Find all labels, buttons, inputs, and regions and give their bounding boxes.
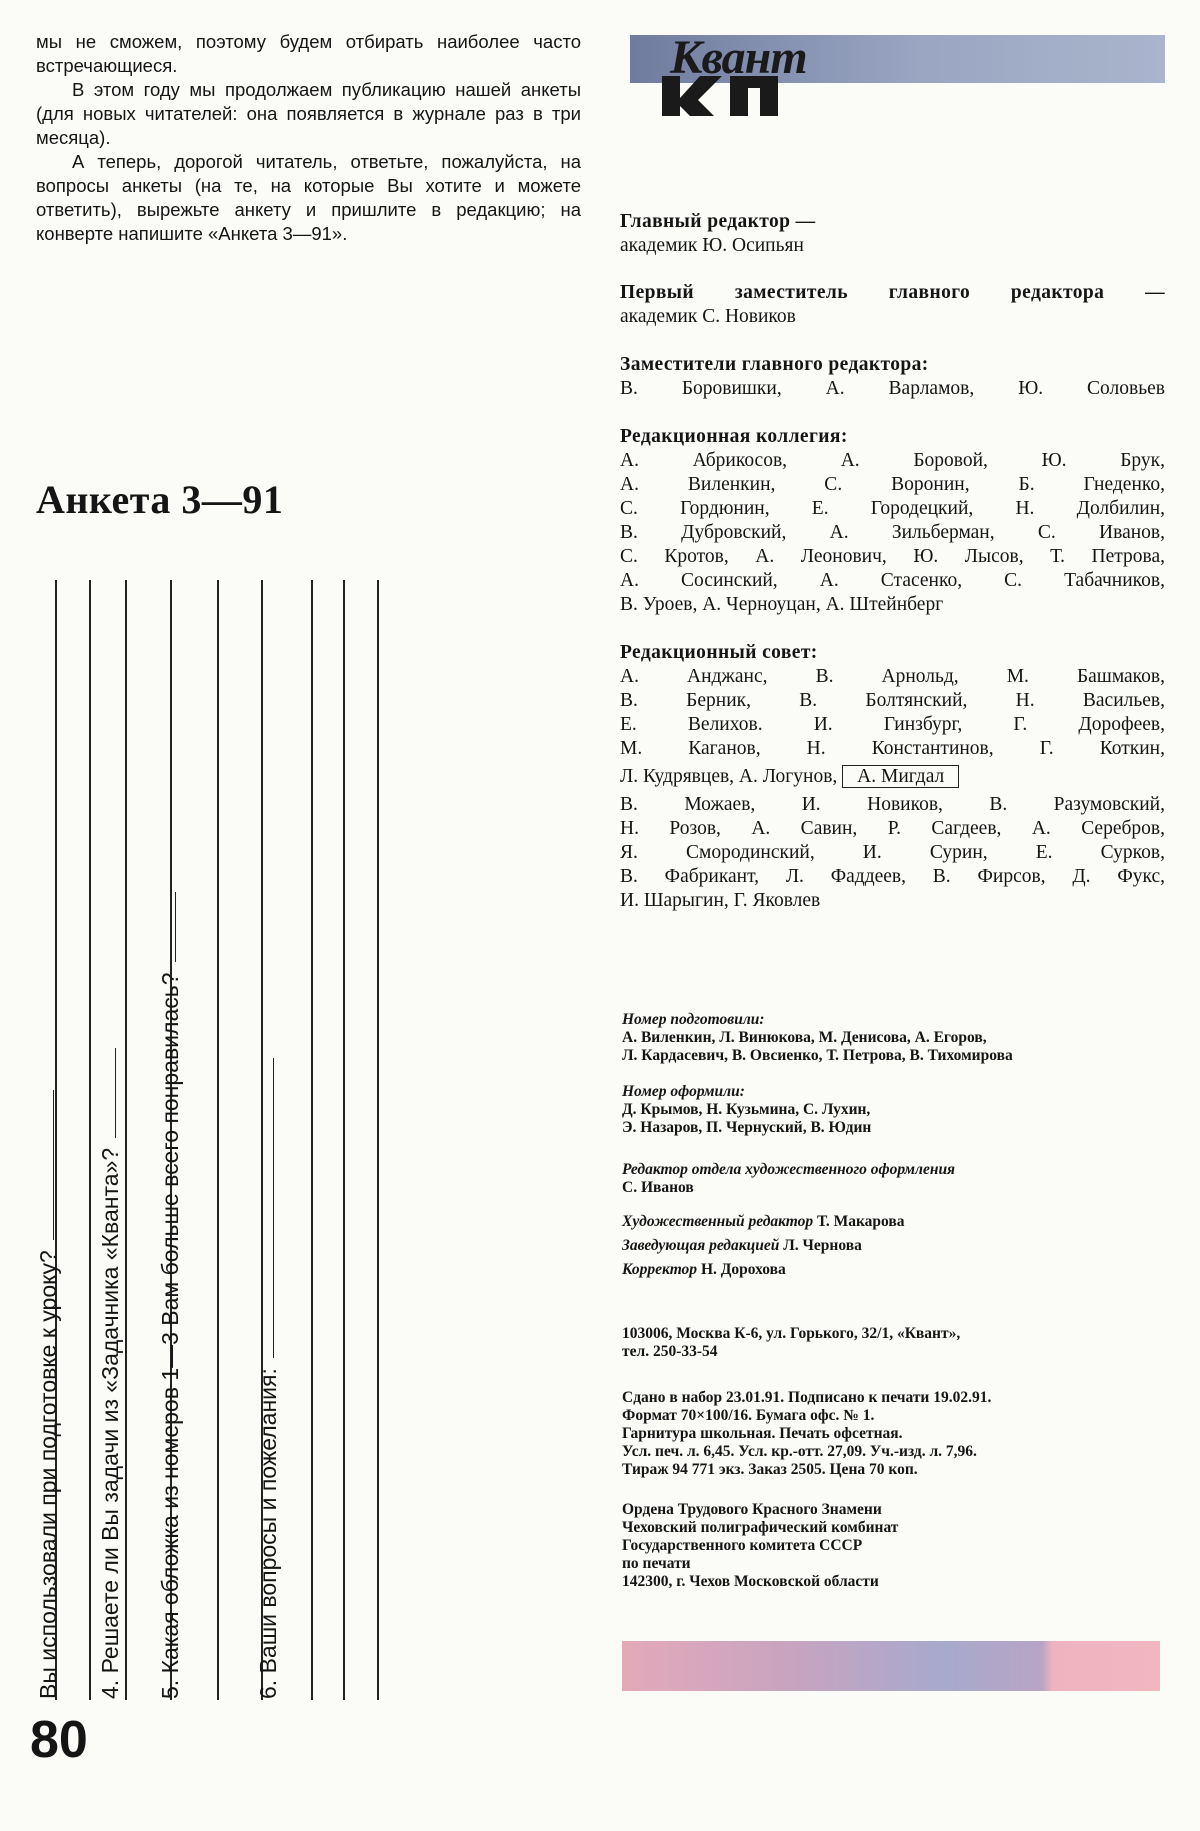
prepared-label: Номер подготовили: xyxy=(622,1011,765,1028)
deputies-title: Заместители главного редактора: xyxy=(620,354,929,375)
print-info-line: Гарнитура школьная. Печать офсетная. xyxy=(622,1425,903,1442)
art-dept-label: Редактор отдела художественного оформления xyxy=(622,1161,956,1178)
question-text: 6. Ваши вопросы и пожелания: xyxy=(255,1368,281,1699)
editorial-council-line: Н. Розов, А. Савин, Р. Сагдеев, А. Серебров, xyxy=(620,818,1165,839)
print-info-line: Формат 70×100/16. Бумага офс. № 1. xyxy=(622,1407,875,1424)
art-dept-name: С. Иванов xyxy=(622,1179,694,1196)
editorial-board-line: В. Уроев, А. Черноуцан, А. Штейнберг xyxy=(620,594,944,615)
editorial-council-line: Я. Смородинский, И. Сурин, Е. Сурков, xyxy=(620,842,1165,863)
answer-blank[interactable] xyxy=(115,1048,116,1138)
editorial-council-line: И. Шарыгин, Г. Яковлев xyxy=(620,890,821,911)
printer-info xyxy=(622,1501,1167,1591)
chief-editor xyxy=(620,210,1165,258)
page-number: 80 xyxy=(30,1711,88,1769)
editorial-council-line: В. Фабрикант, Л. Фаддеев, В. Фирсов, Д. Фукс, xyxy=(620,866,1165,887)
editorial-board-line: А. Виленкин, С. Воронин, Б. Гнеденко, xyxy=(620,474,1165,495)
printer-line: по печати xyxy=(622,1555,691,1572)
question-4 xyxy=(96,1048,124,1699)
decorative-color-band xyxy=(622,1641,1160,1691)
question-5 xyxy=(156,892,184,1699)
answer-blank[interactable] xyxy=(273,1058,274,1358)
answer-line[interactable] xyxy=(343,580,345,1700)
printer-line: Государственного комитета СССР xyxy=(622,1537,863,1554)
editorial-council-line: В. Можаев, И. Новиков, В. Разумовский, xyxy=(620,794,1165,815)
art-dept-editor xyxy=(622,1161,1167,1197)
editorial-council-title: Редакционный совет: xyxy=(620,642,818,663)
deputies xyxy=(620,353,1165,401)
answer-line[interactable] xyxy=(89,580,91,1700)
designed-line: Э. Назаров, П. Чернуский, В. Юдин xyxy=(622,1119,872,1136)
answer-blank[interactable] xyxy=(53,1090,54,1240)
print-info-line: Тираж 94 771 экз. Заказ 2505. Цена 70 коп. xyxy=(622,1461,918,1478)
head-label: Заведующая редакцией xyxy=(622,1237,780,1254)
chief-editor-name: академик Ю. Осипьян xyxy=(620,235,804,256)
answer-line[interactable] xyxy=(311,580,313,1700)
intro-text xyxy=(36,30,581,246)
editorial-council xyxy=(620,641,1165,913)
designed-by xyxy=(622,1083,1167,1137)
answer-blank[interactable] xyxy=(175,892,176,962)
art-editor-label: Художественный редактор xyxy=(622,1213,814,1230)
editorial-board-line: С. Гордюнин, Е. Городецкий, Н. Долбилин, xyxy=(620,498,1165,519)
question-text: Вы использовали при подготовке к уроку? xyxy=(35,1250,61,1699)
intro-paragraph: А теперь, дорогой читатель, ответьте, пожалуйста, на вопросы анкеты (на те, на которые Вы хотите и можете ответить), вырежьте анкету и пришлите в редакцию; на конверте напишите «Анкета 3—91». xyxy=(36,151,581,244)
questionnaire-title: Анкета 3—91 xyxy=(36,477,284,522)
prepared-line: А. Виленкин, Л. Винюкова, М. Денисова, А. Егоров, xyxy=(622,1029,987,1046)
print-info xyxy=(622,1389,1167,1479)
corrector-name: Н. Дорохова xyxy=(700,1261,786,1278)
editorial-board-title: Редакционная коллегия: xyxy=(620,426,848,447)
logo-text: Квант xyxy=(670,31,807,84)
printer-line: Чеховский полиграфический комбинат xyxy=(622,1519,899,1536)
question-6 xyxy=(254,1058,282,1699)
intro-paragraph: В этом году мы продолжаем публикацию нашей анкеты (для новых читателей: она появляется в журнале раз в три месяца). xyxy=(36,79,581,148)
staff-credits xyxy=(622,1213,1167,1279)
designed-line: Д. Крымов, Н. Кузьмина, С. Лухин, xyxy=(622,1101,871,1118)
editorial-council-line: Е. Велихов. И. Гинзбург, Г. Дорофеев, xyxy=(620,714,1165,735)
designed-label: Номер оформили: xyxy=(622,1083,745,1100)
print-info-line: Сдано в набор 23.01.91. Подписано к печати 19.02.91. xyxy=(622,1389,992,1406)
editorial-council-line: М. Каганов, Н. Константинов, Г. Коткин, xyxy=(620,738,1165,759)
question-text: 5. Какая обложка из номеров 1—3 Вам больше всего понравилась? xyxy=(157,972,183,1699)
answer-line[interactable] xyxy=(125,580,127,1700)
editorial-council-line: В. Берник, В. Болтянский, Н. Васильев, xyxy=(620,690,1165,711)
art-editor-name: Т. Макарова xyxy=(817,1213,905,1230)
corrector-label: Корректор xyxy=(622,1261,698,1278)
first-deputy-title: Первый заместитель главного редактора — xyxy=(620,282,1165,303)
printer-line: 142300, г. Чехов Московской области xyxy=(622,1573,879,1590)
question-text: 4. Решаете ли Вы задачи из «Задачника «Кванта»? xyxy=(97,1147,123,1699)
editorial-board-line: А. Сосинский, А. Стасенко, С. Табачников, xyxy=(620,570,1165,591)
question-3 xyxy=(34,1090,62,1699)
address-line: 103006, Москва К-6, ул. Горького, 32/1, «Квант», xyxy=(622,1325,961,1342)
prepared-line: Л. Кардасевич, В. Овсиенко, Т. Петрова, В. Тихомирова xyxy=(622,1047,1013,1064)
editorial-board xyxy=(620,425,1165,617)
printer-line: Ордена Трудового Красного Знамени xyxy=(622,1501,882,1518)
council-names: Л. Кудрявцев, А. Логунов, xyxy=(620,766,838,787)
editorial-address xyxy=(622,1325,1167,1361)
head-name: Л. Чернова xyxy=(783,1237,862,1254)
chief-editor-title: Главный редактор — xyxy=(620,211,816,232)
first-deputy-name: академик С. Новиков xyxy=(620,306,796,327)
print-info-line: Усл. печ. л. 6,45. Усл. кр.-отт. 27,09. Уч.-изд. л. 7,96. xyxy=(622,1443,977,1460)
memorial-name-box: А. Мигдал xyxy=(842,765,959,788)
editorial-board-line: В. Дубровский, А. Зильберман, С. Иванов, xyxy=(620,522,1165,543)
address-line: тел. 250-33-54 xyxy=(622,1343,718,1360)
first-deputy xyxy=(620,281,1165,329)
answer-line[interactable] xyxy=(377,580,379,1700)
editorial-council-line xyxy=(620,765,1165,789)
answer-line[interactable] xyxy=(217,580,219,1700)
intro-paragraph: мы не сможем, поэтому будем отбирать наиболее часто встречающиеся. xyxy=(36,31,581,76)
editorial-council-line: А. Анджанс, В. Арнольд, М. Башмаков, xyxy=(620,666,1165,687)
deputies-names: В. Боровишки, А. Варламов, Ю. Соловьев xyxy=(620,378,1165,399)
prepared-by xyxy=(622,1011,1167,1065)
editorial-board-line: А. Абрикосов, А. Боровой, Ю. Брук, xyxy=(620,450,1165,471)
editorial-board-line: С. Кротов, А. Леонович, Ю. Лысов, Т. Петрова, xyxy=(620,546,1165,567)
